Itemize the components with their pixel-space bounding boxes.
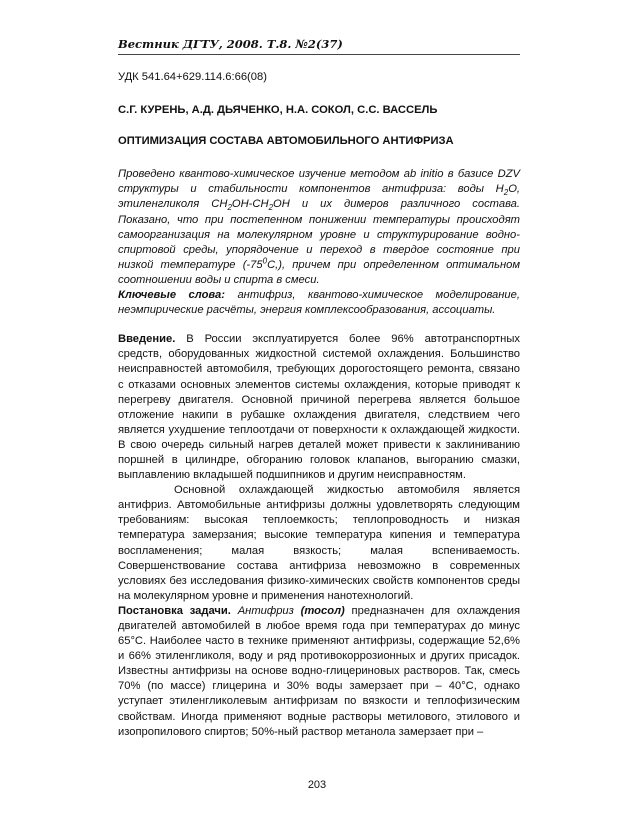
article-body xyxy=(118,70,520,740)
abstract-text: O, этиленгликоля CH xyxy=(118,183,520,211)
abstract-text: OH-CH xyxy=(231,198,269,211)
task-label: Постановка задачи. xyxy=(118,604,231,617)
task-term: Антифриз xyxy=(230,604,294,617)
subscript: 2 xyxy=(227,203,232,213)
abstract-text: OH и их димеров различного состава. Показано, что при постепенном понижении температуры происходят самоорганизация на молекулярном уровне и структурирование водно-спиртовой среды, упорядочение и переход в твердое состояние при низкой температуре (-75 xyxy=(118,198,521,271)
abstract-text: Проведено квантово-химическое изучение методом ab initio в базисе DZV структуры и стабильности компонентов антифриза: воды H xyxy=(118,168,520,196)
article-title: ОПТИМИЗАЦИЯ СОСТАВА АВТОМОБИЛЬНОГО АНТИФРИЗА xyxy=(118,135,454,148)
introduction-label: Введение. xyxy=(118,333,176,346)
introduction-paragraph xyxy=(118,332,520,483)
keywords-label: Ключевые слова: xyxy=(118,289,225,302)
udc-code: УДК 541.64+629.114.6:66(08) xyxy=(118,71,267,83)
body-paragraph: Основной охлаждающей жидкостью автомобиля является антифриз. Автомобильные антифризы должны удовлетворять следующим требованиям: высокая теплоемкость; теплопроводность и низкая температура замерзания; высокие температура кипения и температура воспламенения; малая вязкость; малая вспениваемость. Совершенствование состава антифриза невозможно в современных условиях без исследования физико-химических свойств компонентов среды на молекулярном уровне и применения нанотехнологий. xyxy=(118,484,520,602)
journal-header: Вестник ДГТУ, 2008. Т.8. №2(37) xyxy=(118,37,343,51)
header-divider xyxy=(118,54,520,55)
authors: С.Г. КУРЕНЬ, А.Д. ДЬЯЧЕНКО, Н.А. СОКОЛ, С.С. ВАССЕЛЬ xyxy=(118,104,438,117)
superscript: 0 xyxy=(262,256,268,266)
task-term-alt: (тосол) xyxy=(293,604,345,617)
keywords xyxy=(118,288,520,318)
subscript: 2 xyxy=(503,188,509,198)
subscript: 2 xyxy=(268,203,274,213)
keywords-text: антифриз, квантово-химическое моделирование, неэмпирические расчёты, энергия комплексообразования, ассоциаты. xyxy=(118,289,520,317)
introduction-text: В России эксплуатируется более 96% автотранспортных средств, оборудованных жидкостной системой охлаждения. Большинство неисправностей автомобиля, требующих дорогостоящего ремонта, связано с отказами основных элементов системы охлаждения, которые приводят к перегреву двигателя. Основной причиной перегрева является большое отложение накипи в рубашке охлаждения двигателя, следствием чего является ухудшение теплоотдачи от поверхности к охлаждающей жидкости. В свою очередь сильный нагрев деталей может привести к заклиниванию поршней в цилиндре, обгоранию головок клапанов, выгоранию смазки, выплавлению вкладышей подшипников и другим неисправностям. xyxy=(118,333,520,482)
task-paragraph xyxy=(118,604,520,740)
abstract xyxy=(118,167,520,288)
page-number: 203 xyxy=(307,779,327,791)
task-text: предназначен для охлаждения двигателей автомобилей в любое время года при температурах до минус 65°С. Наиболее часто в технике применяют антифризы, содержащие 52,6% и 66% этиленгликоля, воду и ряд противокоррозионных и других присадок. Известны антифризы на основе водно-глицериновых растворов. Так, смесь 70% (по массе) глицерина и 30% воды замерзает при – 40°С, однако уступает этиленгликолевым антифризам по вязкости и теплофизическим свойствам. Иногда применяют водные растворы метилового, этилового и изопропилового спиртов; 50%-ный раствор метанола замерзает при – xyxy=(118,604,520,738)
abstract-text: С,), причем при определенном оптимальном соотношении воды и спирта в смеси. xyxy=(118,258,520,286)
